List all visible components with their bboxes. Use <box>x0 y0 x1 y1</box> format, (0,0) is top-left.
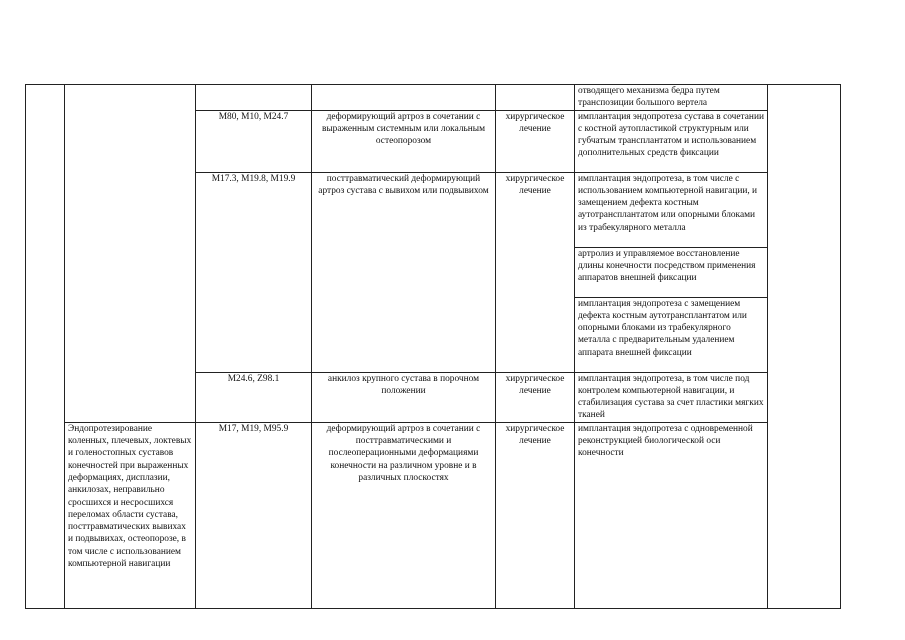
patient-model-cell: посттравматический деформирующий артроз сустава с вывихом или подвывихом <box>312 172 496 372</box>
group-name-cell-empty <box>65 85 196 423</box>
method-cell: имплантация эндопротеза с замещением дефекта костным аутотрансплантатом или опорными блоками из трабекулярного металла с предварительным удалением аппарата внешней фиксации <box>575 297 768 372</box>
row-number-cell <box>26 85 65 609</box>
treatment-type-cell: хирургическое лечение <box>496 372 575 422</box>
table-row <box>26 85 841 111</box>
patient-model-cell <box>312 85 496 111</box>
treatment-type-cell: хирургическое лечение <box>496 422 575 608</box>
method-cell: имплантация эндопротеза, в том числе под контролем компьютерной навигации, и стабилизация сустава за счет пластики мягких тканей <box>575 372 768 422</box>
treatment-type-cell <box>496 85 575 111</box>
patient-model-cell: деформирующий артроз в сочетании с посттравматическими и послеоперационными деформациями конечности на различном уровне и в различных плоскостях <box>312 422 496 608</box>
method-cell: артролиз и управляемое восстановление длины конечности посредством применения аппаратов внешней фиксации <box>575 247 768 297</box>
method-cell: имплантация эндопротеза сустава в сочетании с костной аутопластикой структурным или губчатым трансплантатом и использованием дополнительных средств фиксации <box>575 110 768 172</box>
diagnosis-code-cell: M80, M10, M24.7 <box>196 110 312 172</box>
treatment-type-cell: хирургическое лечение <box>496 172 575 372</box>
norm-cell <box>768 85 841 609</box>
medical-procedures-table <box>25 84 841 609</box>
diagnosis-code-cell: M17.3, M19.8, M19.9 <box>196 172 312 372</box>
diagnosis-code-cell: M24.6, Z98.1 <box>196 372 312 422</box>
group-name-cell: Эндопротезирование коленных, плечевых, локтевых и голеностопных суставов конечностей при выраженных деформациях, дисплазии, анкилозах, неправильно сросшихся и несросшихся переломах области сустава, посттравматических вывихах и подвывихах, остеопорозе, в том числе с использованием компьютерной навигации <box>65 422 196 608</box>
patient-model-cell: деформирующий артроз в сочетании с выраженным системным или локальным остеопорозом <box>312 110 496 172</box>
patient-model-cell: анкилоз крупного сустава в порочном положении <box>312 372 496 422</box>
method-cell: имплантация эндопротеза, в том числе с использованием компьютерной навигации, и замещением дефекта костным аутотрансплантатом или опорными блоками из трабекулярного металла <box>575 172 768 247</box>
method-cell: отводящего механизма бедра путем транспозиции большого вертела <box>575 85 768 111</box>
table-row <box>26 422 841 608</box>
treatment-type-cell: хирургическое лечение <box>496 110 575 172</box>
diagnosis-code-cell <box>196 85 312 111</box>
diagnosis-code-cell: M17, M19, M95.9 <box>196 422 312 608</box>
method-cell: имплантация эндопротеза с одновременной реконструкцией биологической оси конечности <box>575 422 768 608</box>
